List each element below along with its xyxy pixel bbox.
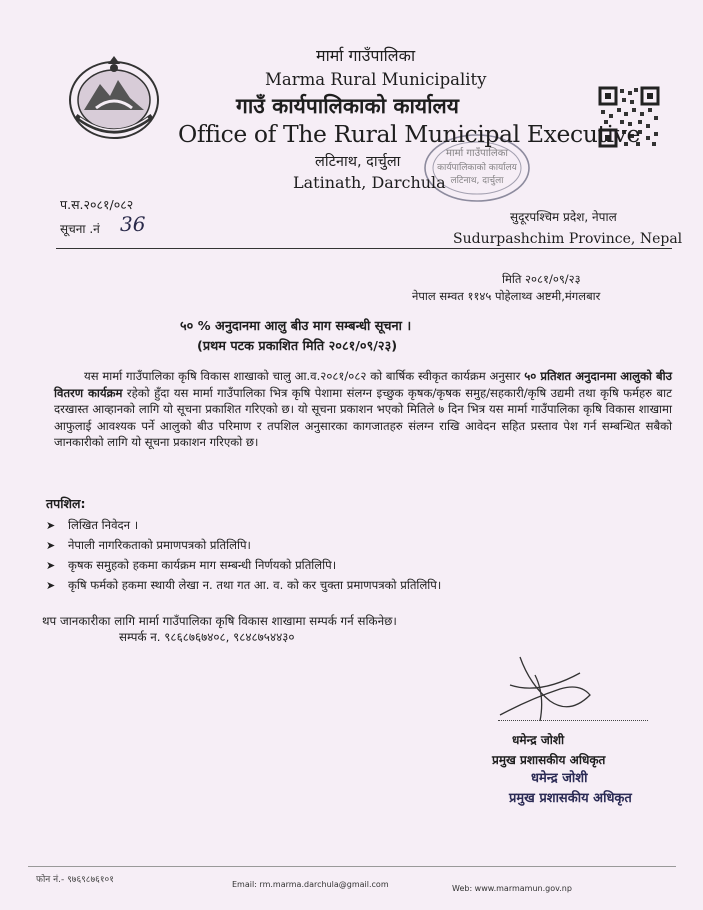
- notice-body: [54, 368, 672, 451]
- footer-divider: [28, 866, 676, 867]
- reference-number: प.स.२०८१/०८२: [60, 197, 134, 212]
- signatory-stamp-title: प्रमुख प्रशासकीय अधिकृत: [509, 791, 632, 806]
- notice-paragraph: [54, 368, 672, 451]
- arrow-bullet-icon: ➤: [46, 538, 56, 552]
- contact-info: थप जानकारीका लागि मार्मा गाउँपालिका कृषि विकास शाखामा सम्पर्क गर्न सकिनेछ।: [42, 614, 397, 628]
- arrow-bullet-icon: ➤: [46, 578, 56, 592]
- nepal-emblem-logo: [66, 54, 162, 142]
- contact-numbers: सम्पर्क न. ९८६८७६७४०८, ९८४८७५४४३०: [119, 630, 295, 644]
- svg-text:मार्मा गाउँपालिका: मार्मा गाउँपालिका: [446, 148, 508, 159]
- footer-phone: फोन नं.- ९७६९८७६१०१: [36, 875, 114, 885]
- body-part-1: यस मार्मा गाउँपालिका कृषि विकास शाखाको चालु आ.व.२०८१/०८२ को बार्षिक स्वीकृत कार्यक्रम अनुसार: [84, 369, 525, 383]
- arrow-bullet-icon: ➤: [46, 518, 56, 532]
- tapasil-heading: तपशिल:: [46, 496, 86, 511]
- signature: [490, 655, 600, 725]
- footer-email: Email: rm.marma.darchula@gmail.com: [232, 880, 389, 889]
- svg-text:कार्यपालिकाको कार्यालय: कार्यपालिकाको कार्यालय: [437, 163, 517, 173]
- municipality-name-np: मार्मा गाउँपालिका: [316, 46, 416, 65]
- notice-number-label: सूचना .नं: [60, 222, 100, 236]
- office-name-en: Office of The Rural Municipal Executive: [178, 120, 640, 148]
- signature-line: [498, 720, 648, 721]
- date-line: मिति २०८१/०९/२३: [502, 272, 581, 286]
- list-item: ➤ नेपाली नागरिकताको प्रमाणपत्रको प्रतिलिपि।: [46, 537, 251, 552]
- location-np: लटिनाथ, दार्चुला: [315, 154, 401, 170]
- municipality-name-en: Marma Rural Municipality: [265, 70, 487, 89]
- footer-website: Web: www.marmamun.gov.np: [452, 884, 572, 893]
- notice-number-value: 36: [120, 212, 146, 236]
- header-divider: [56, 248, 672, 249]
- svg-text:लटिनाथ, दार्चुला: लटिनाथ, दार्चुला: [450, 176, 504, 186]
- signatory-title: प्रमुख प्रशासकीय अधिकृत: [492, 753, 606, 767]
- publication-date-note: (प्रथम पटक प्रकाशित मिति २०८१/०९/२३): [197, 339, 398, 354]
- body-part-3: रहेको हुँदा यस मार्मा गाउँपालिका भित्र कृषि पेशामा संलग्न इच्छुक कृषक/कृषक समुह/सहकारी/कृषि उद्यमी तथा कृषि फर्महरु बाट दरखास्त आव्हानको लागि यो सूचना प्रकाशित गरिएको छ। यो सूचना प्रकाशन भएको मितिले ७ दिन भित्र यस मार्मा गाउँपालिका कृषि विकास शाखामा आफुलाई आवश्यक पर्ने आलुको बीउ परिमाण र तपशिल अनुसारका कागजातहरु संलग्न राखि आवेदन सहित प्रस्ताव पेश गर्न सम्बन्धित सबैको जानकारीको लागि यो सूचना प्रकाशन गरिएको छ।: [54, 385, 673, 450]
- arrow-bullet-icon: ➤: [46, 558, 56, 572]
- body-highlight: ५० प्रतिशत अनुदानमा आलुको बीउ वितरण कार्यक्रम: [54, 369, 672, 400]
- province-np: सुदूरपश्चिम प्रदेश, नेपाल: [510, 210, 617, 224]
- province-en: Sudurpashchim Province, Nepal: [453, 231, 683, 247]
- notice-subject: ५० % अनुदानमा आलु बीउ माग सम्बन्धी सूचना ।: [180, 319, 412, 334]
- list-item: ➤ लिखित निवेदन ।: [46, 517, 139, 532]
- office-name-np: गाउँ कार्यपालिकाको कार्यालय: [236, 94, 459, 118]
- location-en: Latinath, Darchula: [293, 173, 446, 192]
- signatory-stamp-name: धमेन्द्र जोशी: [531, 771, 588, 786]
- list-item: ➤ कृषि फर्मको हकमा स्थायी लेखा न. तथा गत आ. व. को कर चुक्ता प्रमाणपत्रको प्रतिलिपि।: [46, 577, 442, 592]
- list-item: ➤ कृषक समुहको हकमा कार्यक्रम माग सम्बन्धी निर्णयको प्रतिलिपि।: [46, 557, 337, 572]
- document-list: [46, 515, 441, 595]
- nepal-sambat-date: नेपाल सम्वत ११४५ पोहेलाथ्व अष्टमी,मंगलबार: [412, 289, 601, 303]
- signatory-name: धमेन्द्र जोशी: [512, 733, 565, 747]
